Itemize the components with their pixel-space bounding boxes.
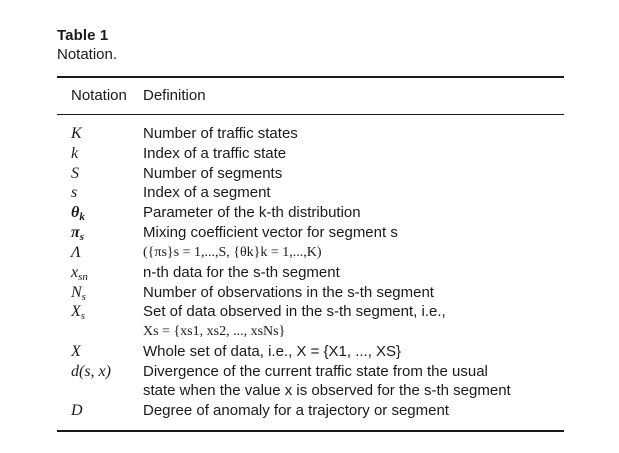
row-definition: Mixing coefficient vector for segment s [143, 224, 398, 241]
row-definition: Xs = {xs1, xs2, ..., xsNs} [143, 324, 286, 339]
table-row [0, 263, 619, 283]
row-definition: Set of data observed in the s-th segment, i.e., [143, 303, 446, 320]
row-symbol: s [71, 184, 78, 201]
table-row [0, 203, 619, 223]
row-definition: Parameter of the k-th distribution [143, 204, 361, 221]
table-row [0, 223, 619, 243]
table-row [0, 342, 619, 362]
row-symbol: $X_s$ [71, 303, 86, 322]
row-symbol: k [71, 145, 79, 162]
row-definition: Whole set of data, i.e., X = {X1, ..., XS} [143, 343, 402, 360]
table-row [0, 362, 619, 382]
row-definition: Degree of anomaly for a trajectory or segment [143, 402, 449, 419]
row-definition: Index of a traffic state [143, 145, 287, 162]
table-row [0, 164, 619, 184]
table-row [0, 322, 619, 342]
row-symbol: $x_{sn}$ [71, 264, 88, 283]
row-symbol: K [71, 125, 82, 142]
header-notation: Notation [71, 87, 127, 104]
table-row [0, 144, 619, 164]
row-symbol: $\theta_k$ [71, 204, 85, 223]
table-label: Table 1 [57, 27, 109, 44]
row-symbol: d(s, x) [71, 363, 111, 380]
row-symbol: D [71, 402, 83, 419]
header-definition: Definition [143, 87, 206, 104]
row-definition: ({πs}s = 1,...,S, {θk}k = 1,...,K) [143, 245, 322, 260]
row-definition: Index of a segment [143, 184, 271, 201]
top-rule [57, 76, 564, 78]
row-definition: state when the value x is observed for the s-th segment [143, 382, 511, 399]
table-caption: Notation. [57, 46, 118, 63]
row-definition: Number of observations in the s-th segment [143, 284, 434, 301]
table-row [0, 302, 619, 322]
table-row [0, 283, 619, 303]
row-definition: Number of segments [143, 165, 283, 182]
bottom-rule [57, 430, 564, 432]
row-symbol: Λ [71, 244, 81, 261]
row-definition: Number of traffic states [143, 125, 298, 142]
table-row [0, 243, 619, 263]
header-rule [57, 114, 564, 115]
row-definition: n-th data for the s-th segment [143, 264, 340, 281]
table-row [0, 183, 619, 203]
table-row [0, 401, 619, 421]
row-symbol: X [71, 343, 81, 360]
table-row [0, 381, 619, 401]
row-symbol: $N_s$ [71, 284, 86, 303]
row-symbol: $\pi_s$ [71, 224, 85, 243]
row-symbol: S [71, 165, 79, 182]
table-row [0, 124, 619, 144]
row-definition: Divergence of the current traffic state from the usual [143, 363, 488, 380]
